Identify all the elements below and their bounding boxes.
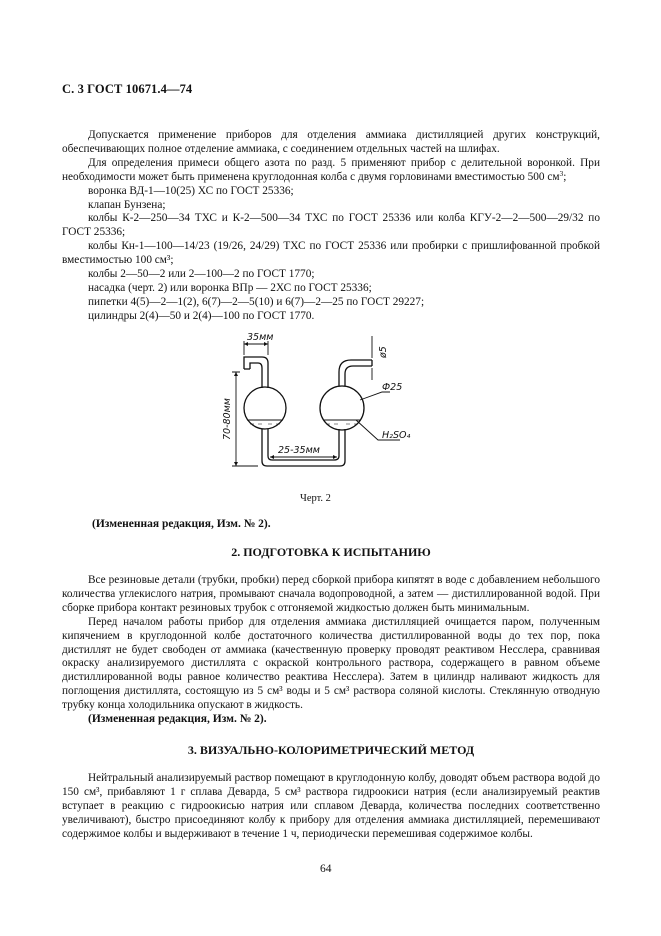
dimension-top-label: 35мм: [247, 332, 274, 343]
left-bulb: [244, 387, 286, 429]
change-note-1: (Измененная редакция, Изм. № 2).: [92, 518, 271, 530]
section-3-title: 3. ВИЗУАЛЬНО-КОЛОРИМЕТРИЧЕСКИЙ МЕТОД: [187, 743, 475, 757]
equipment-item: колбы Кн-1—100—14/23 (19/26, 24/29) ТХС по ГОСТ 25336 или пробирки с пришлифованной пробкой вместимостью 100 см³;: [62, 240, 600, 267]
intro-paragraph-2: [62, 157, 600, 185]
intro-paragraph-2-end: ;: [563, 170, 567, 183]
equipment-item: пипетки 4(5)—2—1(2), 6(7)—2—5(10) и 6(7)—2—25 по ГОСТ 29227;: [88, 295, 425, 308]
dimension-tube-label: ø5: [378, 346, 389, 358]
acid-label: H₂SO₄: [382, 430, 411, 441]
right-outlet-tube: [339, 360, 372, 386]
dimension-height-label: 70-80мм: [222, 398, 233, 440]
right-bulb: [320, 386, 364, 430]
section-2-paragraph-2: Перед началом работы прибор для отделения аммиака дистилляцией очищается паром, полученным кипячением в круглодонной колбе достаточного количества дистиллированной воды до тех пор, пока дистиллят не будет свободен от аммиака (качественную проверку проводят реактивом Несслера, сравнивая окраску анализируемого дистиллята с окраской контрольного раствора, содержащего в равном объеме дистиллированной воды равное количество реактива Несслера). Затем в цилиндр наливают жидкость для поглощения дистиллята, состоящую из 5 см³ воды и 5 см³ раствора соляной кислоты. Стеклянную отводную трубку конца холодильника опускают в жидкость.: [62, 615, 600, 712]
change-note-2: (Измененная редакция, Изм. № 2).: [88, 713, 267, 726]
apparatus-drawing: [210, 328, 425, 488]
intro-paragraph-1: Допускается применение приборов для отделения аммиака дистилляцией других конструкций, обеспечивающих полное отделение аммиака, с соединением отдельных частей на шлифах.: [62, 129, 600, 155]
equipment-item: колбы 2—50—2 или 2—100—2 по ГОСТ 1770;: [88, 268, 315, 281]
left-inlet-tube: [244, 357, 268, 388]
figure-caption: Черт. 2: [300, 493, 331, 504]
section-3-paragraph-1: Нейтральный анализируемый раствор помещают в круглодонную колбу, доводят объем раствора водой до 150 см³, прибавляют 1 г сплава Деварда, 5 см³ раствора гидроокиси натрия (если анализируемый реактив вступает в реакцию с гидроокисью натрия или сплавом Деварда, количества последних соответственно увеличивают), быстро присоединяют колбу к прибору для отделения аммиака дистилляцией, перемешивают содержимое колбы и выдерживают в течение 1 ч, периодически перемешивая содержимое колбы.: [62, 772, 600, 840]
section-2-title: 2. ПОДГОТОВКА К ИСПЫТАНИЮ: [231, 545, 431, 559]
equipment-item: насадка (черт. 2) или воронка ВПр — 2ХС по ГОСТ 25336;: [88, 281, 372, 294]
equipment-item: воронка ВД-1—10(25) ХС по ГОСТ 25336;: [88, 184, 294, 197]
equipment-item: клапан Бунзена;: [88, 198, 166, 211]
dimension-gap-label: 25-35мм: [278, 445, 320, 456]
section-2-body: [62, 574, 600, 727]
equipment-item: колбы К-2—250—34 ТХС и К-2—500—34 ТХС по ГОСТ 25336 или колба КГУ-2—2—500—29/32 по ГОСТ 25336;: [62, 212, 600, 239]
equipment-item: цилиндры 2(4)—50 и 2(4)—100 по ГОСТ 1770.: [88, 309, 315, 322]
page-header: С. 3 ГОСТ 10671.4—74: [62, 82, 193, 96]
section-2-paragraph-1: Все резиновые детали (трубки, пробки) перед сборкой прибора кипятят в воде с добавлением небольшого количества углекислого натрия, промывают сначала водопроводной, а затем — дистиллированной водой. При сборке прибора контакт резиновых трубок с отгоняемой жидкостью должен быть минимальным.: [62, 574, 600, 614]
dimension-bulb-label: Ф25: [382, 382, 403, 393]
section-3-body: [62, 772, 600, 842]
intro-block: [62, 129, 600, 324]
page-number: 64: [320, 863, 332, 875]
intro-paragraph-2-text: Для определения примеси общего азота по разд. 5 применяют прибор с делительной воронкой. При необходимости может быть применена круглодонная колба с двумя горловинами вместимостью 500 см: [62, 156, 600, 183]
intro-paragraph-2-sup: 3: [559, 168, 564, 178]
